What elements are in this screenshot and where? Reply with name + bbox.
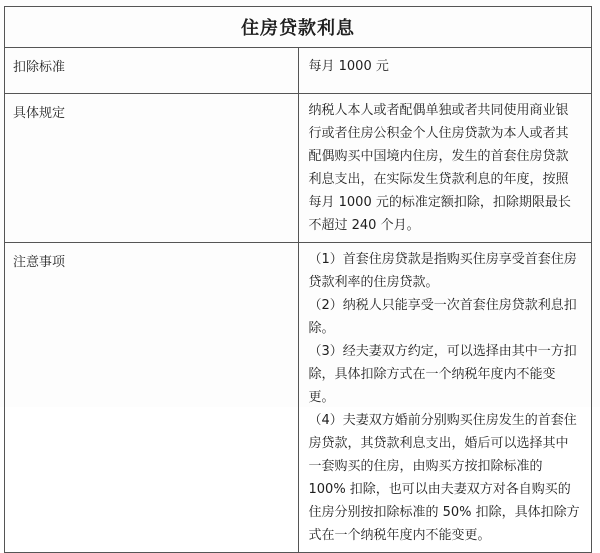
note-item: （4）夫妻双方婚前分别购买住房发生的首套住房贷款，其贷款利息支出，婚后可以选择其中一套购买的住房，由购买方按扣除标准的 100% 扣除，也可以由夫妻双方对各自购买的住房分别按扣除标准的 50% 扣除，具体扣除方式在一个纳税年度内不能变更。: [308, 413, 580, 543]
table-row: [5, 48, 592, 94]
row-content-notes: [298, 243, 592, 553]
row-content-standard: 每月 1000 元: [298, 48, 592, 94]
deduction-table: [4, 6, 592, 553]
row-content-rules: 纳税人本人或者配偶单独或者共同使用商业银行或者住房公积金个人住房贷款为本人或者其配偶购买中国境内住房，发生的首套住房贷款利息支出，在实际发生贷款利息的年度，按照每月 1000 元的标准定额扣除，扣除期限最长不超过 240 个月。: [298, 94, 592, 243]
row-label-standard: 扣除标准: [5, 48, 299, 94]
table-title: 住房贷款利息: [5, 7, 592, 48]
note-item: （2）纳税人只能享受一次首套住房贷款利息扣除。: [308, 298, 577, 336]
note-item: （1）首套住房贷款是指购买住房享受首套住房贷款利率的住房贷款。: [308, 252, 577, 290]
note-item: （3）经夫妻双方约定，可以选择由其中一方扣除，具体扣除方式在一个纳税年度内不能变更。: [308, 344, 577, 405]
row-label-notes: 注意事项: [5, 243, 299, 553]
title-row: [5, 7, 592, 48]
row-label-rules: 具体规定: [5, 94, 299, 243]
table-row: [5, 243, 592, 553]
table-row: [5, 94, 592, 243]
